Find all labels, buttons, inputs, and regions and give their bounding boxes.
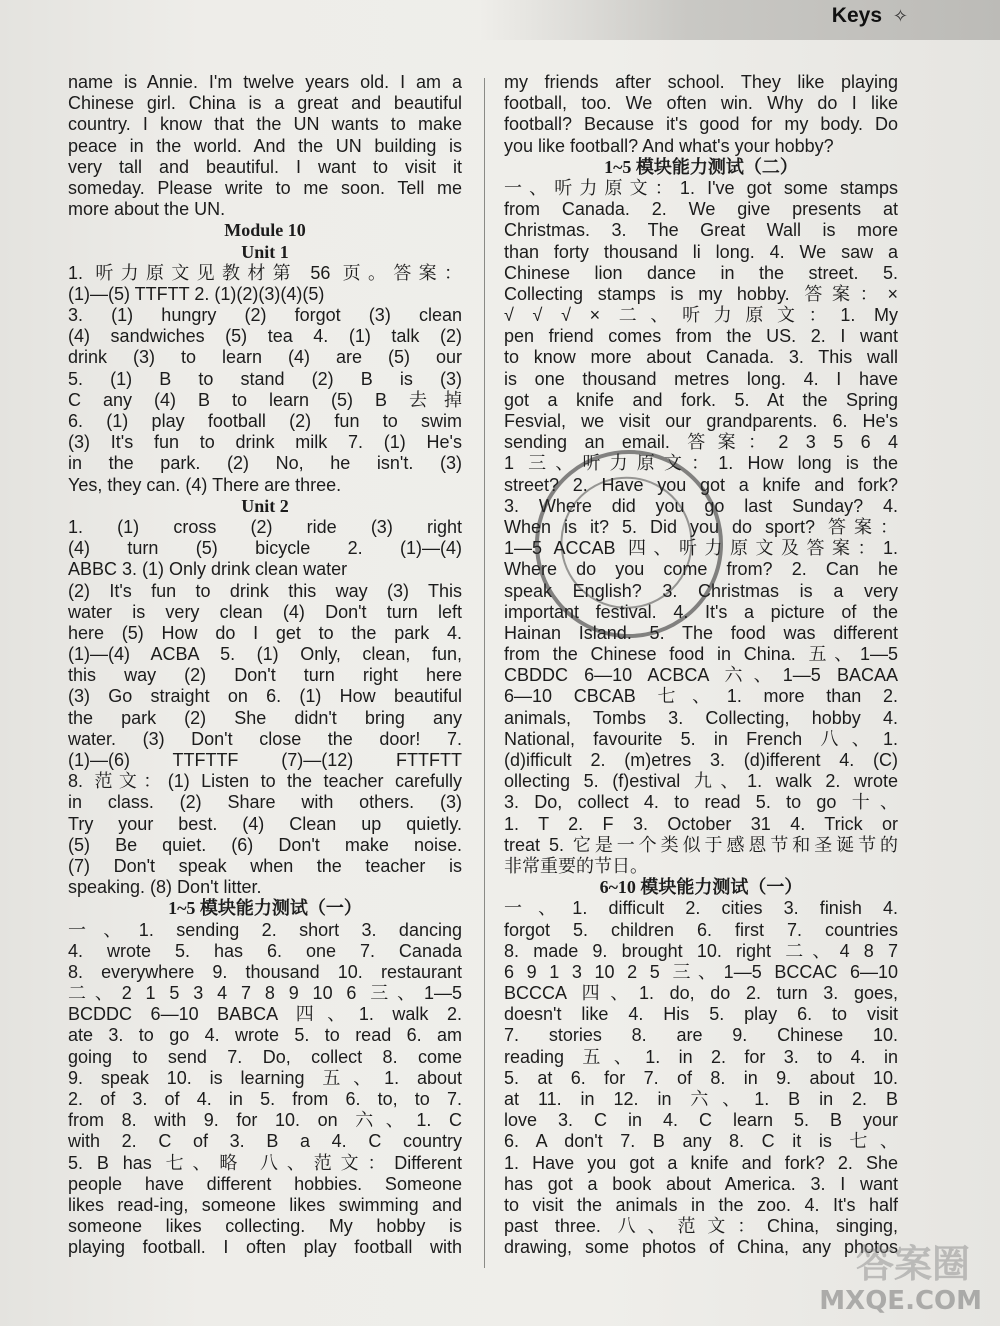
text-line: Christmas. 3. The Great Wall is more bbox=[504, 220, 898, 241]
text-line: (1)—(5) TTFTT 2. (1)(2)(3)(4)(5) bbox=[68, 283, 325, 304]
text-line: in class. (2) Share with others. (3) bbox=[68, 792, 462, 813]
text-line: 5. (1) B to stand (2) B is (3) bbox=[68, 368, 462, 389]
text-line: CBDDC 6—10 ACBCA 六、1—5 BACAA bbox=[504, 665, 898, 686]
text-line: 3. Do, collect 4. to read 5. to go 十、 bbox=[504, 792, 898, 813]
text-line: 6 9 1 3 10 2 5 三、1—5 BCCAC 6—10 bbox=[504, 961, 898, 982]
text-line: from the Chinese food in China. 五、1—5 bbox=[504, 644, 898, 665]
text-line: drawing, some photos of China, any photos bbox=[504, 1237, 898, 1258]
text-line: 一、1. difficult 2. cities 3. finish 4. bbox=[504, 898, 898, 919]
text-line: 1 三、听力原文：1. How long is the bbox=[504, 453, 898, 474]
text-line: (3) It's fun to drink milk 7. (1) He's bbox=[68, 432, 462, 453]
text-line: is one thousand metres long. 4. I have bbox=[504, 368, 898, 389]
text-line: √ √ √ × 二、听力原文：1. My bbox=[504, 305, 898, 326]
column-divider bbox=[484, 78, 485, 1268]
text-line: speaking. (8) Don't litter. bbox=[68, 877, 262, 898]
section-heading: Unit 1 bbox=[241, 241, 289, 262]
text-line: drink (3) to learn (4) are (5) our bbox=[68, 347, 462, 368]
text-line: past three. 八、范文：China, singing, bbox=[504, 1216, 898, 1237]
text-line: (1)—(6) TTFTTF (7)—(12) FTTFTT bbox=[68, 750, 462, 770]
text-line: water. (3) Don't close the door! 7. bbox=[68, 728, 462, 749]
text-line: someone likes collecting. My hobby is bbox=[68, 1216, 462, 1237]
text-line: the park (2) She didn't bring any bbox=[68, 707, 462, 728]
text-line: Yes, they can. (4) There are three. bbox=[68, 474, 342, 495]
text-line: Collecting stamps is my hobby. 答案：× bbox=[504, 283, 898, 304]
text-line: to visit the animals in the zoo. 4. It's half bbox=[504, 1194, 898, 1215]
text-line: (d)ifficult 2. (m)etres 3. (d)ifferent 4. (C) bbox=[504, 750, 898, 770]
text-line: in the park. (2) No, he isn't. (3) bbox=[68, 453, 462, 474]
text-line: treat 5. 它是一个类似于感恩节和圣诞节的 bbox=[504, 834, 898, 855]
text-line: BCDDC 6—10 BABCA 四、1. walk 2. bbox=[68, 1004, 462, 1025]
text-line: forgot 5. children 6. first 7. countries bbox=[504, 919, 898, 940]
section-heading: 6~10 模块能力测试（一） bbox=[599, 877, 803, 898]
text-line: 二、2 1 5 3 4 7 8 9 10 6 三、1—5 bbox=[68, 983, 462, 1004]
text-line: 1. Have you got a knife and fork? 2. She bbox=[504, 1152, 898, 1173]
text-line: reading 五、1. in 2. for 3. to 4. in bbox=[504, 1046, 898, 1067]
text-line: from 8. with 9. for 10. on 六、1. C bbox=[68, 1110, 462, 1131]
text-line: (7) Don't speak when the teacher is bbox=[68, 855, 462, 876]
text-line: 6. (1) play football (2) fun to swim bbox=[68, 411, 462, 431]
text-line: with 2. C of 3. B a 4. C country bbox=[68, 1131, 462, 1152]
text-line: Try your best. (4) Clean up quietly. bbox=[68, 813, 462, 834]
text-line: country. I know that the UN wants to make bbox=[68, 114, 462, 135]
text-line: sending an email. 答案：2 3 5 6 4 bbox=[504, 432, 898, 453]
section-heading: Unit 2 bbox=[241, 495, 289, 516]
text-line: likes read-ing, someone likes swimming and bbox=[68, 1194, 462, 1215]
text-line: going to send 7. Do, collect 8. come bbox=[68, 1046, 462, 1067]
section-heading: 1~5 模块能力测试（一） bbox=[168, 898, 362, 919]
text-line: animals, Tombs 3. Collecting, hobby 4. bbox=[504, 707, 898, 728]
section-heading: Module 10 bbox=[224, 220, 306, 241]
text-line: 5. B has 七、略 八、范文：Different bbox=[68, 1152, 462, 1173]
text-line: When is it? 5. Did you do sport? 答案： bbox=[504, 516, 898, 537]
text-line: this way (2) Don't turn right here bbox=[68, 665, 462, 686]
text-line: doesn't like 4. His 5. play 6. to visit bbox=[504, 1004, 898, 1025]
star-icon: ✧ bbox=[892, 6, 908, 26]
text-line: National, favourite 5. in French 八、1. bbox=[504, 728, 898, 749]
text-line: pen friend comes from the US. 2. I want bbox=[504, 326, 898, 347]
watermark-logo-text: 答案圈 bbox=[855, 1242, 970, 1286]
text-line: football, too. We often win. Why do I like bbox=[504, 93, 898, 114]
text-line: C any (4) B to learn (5) B 去掉 bbox=[68, 389, 462, 410]
left-column bbox=[68, 72, 462, 1259]
text-line: love 3. C in 4. C learn 5. B your bbox=[504, 1110, 898, 1131]
text-line: peace in the world. And the UN building is bbox=[68, 135, 462, 156]
text-line: Hainan Island. 5. The food was different bbox=[504, 622, 898, 643]
text-line: (4) turn (5) bicycle 2. (1)—(4) bbox=[68, 538, 462, 559]
text-line: Chinese girl. China is a great and beautiful bbox=[68, 93, 462, 114]
text-line: you like football? And what's your hobby? bbox=[504, 135, 834, 156]
text-line: important festival. 4. It's a picture of the bbox=[504, 601, 898, 622]
text-line: BCCCA 四、1. do, do 2. turn 3. goes, bbox=[504, 983, 898, 1004]
stamp-inner-ring bbox=[543, 460, 709, 626]
text-line: speak English? 3. Christmas is a very bbox=[504, 580, 898, 601]
text-line: at 11. in 12. in 六、1. B in 2. B bbox=[504, 1089, 898, 1109]
text-line: 6—10 CBCAB 七、1. more than 2. bbox=[504, 686, 898, 707]
text-line: 5. at 6. for 7. of 8. in 9. about 10. bbox=[504, 1067, 898, 1088]
text-line: 3. (1) hungry (2) forgot (3) clean bbox=[68, 305, 462, 326]
text-line: to know more about Canada. 3. This wall bbox=[504, 347, 898, 368]
text-line: 1. (1) cross (2) ride (3) right bbox=[68, 516, 462, 537]
text-line: 8. everywhere 9. thousand 10. restaurant bbox=[68, 961, 462, 982]
text-line: (1)—(4) ACBA 5. (1) Only, clean, fun, bbox=[68, 644, 462, 665]
text-line: street? 2. Have you got a knife and fork? bbox=[504, 474, 898, 495]
text-line: than forty thousand li long. 4. We saw a bbox=[504, 241, 898, 262]
text-line: (3) Go straight on 6. (1) How beautiful bbox=[68, 686, 462, 707]
text-line: my friends after school. They like playing bbox=[504, 72, 898, 92]
text-line: football? Because it's good for my body. Do bbox=[504, 114, 898, 135]
text-line: 8. 范文：(1) Listen to the teacher carefully bbox=[68, 771, 462, 792]
text-line: playing football. I often play football with bbox=[68, 1237, 462, 1258]
text-line: 一、1. sending 2. short 3. dancing bbox=[68, 919, 462, 940]
watermark-url: MXQE.COM bbox=[819, 1286, 982, 1316]
text-line: someday. Please write to me soon. Tell me bbox=[68, 177, 462, 198]
text-line: 4. wrote 5. has 6. one 7. Canada bbox=[68, 940, 462, 961]
text-line: Chinese lion dance in the street. 5. bbox=[504, 262, 898, 283]
text-line: ollecting 5. (f)estival 九、1. walk 2. wrote bbox=[504, 771, 898, 792]
text-line: 1. T 2. F 3. October 31 4. Trick or bbox=[504, 813, 898, 834]
text-line: (4) sandwiches (5) tea 4. (1) talk (2) bbox=[68, 326, 462, 347]
text-line: (5) Be quiet. (6) Don't make noise. bbox=[68, 834, 462, 855]
header-keys-label: Keys bbox=[831, 4, 882, 27]
text-line: name is Annie. I'm twelve years old. I am a bbox=[68, 72, 462, 92]
text-line: 8. made 9. brought 10. right 二、4 8 7 bbox=[504, 940, 898, 961]
text-line: 6. A don't 7. B any 8. C it is 七、 bbox=[504, 1131, 898, 1152]
text-line: 1—5 ACCAB 四、听力原文及答案：1. bbox=[504, 538, 898, 559]
text-line: Where do you come from? 2. Can he bbox=[504, 559, 898, 580]
text-line: 非常重要的节日。 bbox=[504, 855, 648, 876]
text-line: ate 3. to go 4. wrote 5. to read 6. am bbox=[68, 1025, 462, 1046]
text-line: here (5) How do I get to the park 4. bbox=[68, 622, 462, 643]
text-line: water is very clean (4) Don't turn left bbox=[68, 601, 462, 622]
text-line: more about the UN. bbox=[68, 199, 226, 220]
text-line: 1. 听力原文见教材第 56 页。答案： bbox=[68, 262, 462, 283]
text-line: 7. stories 8. are 9. Chinese 10. bbox=[504, 1025, 898, 1046]
text-line: 2. of 3. of 4. in 5. from 6. to, to 7. bbox=[68, 1089, 462, 1109]
text-line: got a knife and fork. 5. At the Spring bbox=[504, 389, 898, 410]
text-line: 3. Where did you go last Sunday? 4. bbox=[504, 495, 898, 516]
text-line: people have different hobbies. Someone bbox=[68, 1173, 462, 1194]
right-column bbox=[504, 72, 898, 1259]
section-heading: 1~5 模块能力测试（二） bbox=[604, 156, 798, 177]
header-bar bbox=[480, 0, 1000, 40]
text-line: has got a book about America. 3. I want bbox=[504, 1173, 898, 1194]
text-line: (2) It's fun to drink this way (3) This bbox=[68, 580, 462, 601]
text-line: 一、听力原文：1. I've got some stamps bbox=[504, 177, 898, 198]
text-line: ABBC 3. (1) Only drink clean water bbox=[68, 559, 348, 580]
text-line: very tall and beautiful. I want to visit it bbox=[68, 156, 462, 177]
text-line: Fesvial, we visit our grandparents. 6. He's bbox=[504, 411, 898, 431]
text-line: from Canada. 2. We give presents at bbox=[504, 199, 898, 220]
text-line: 9. speak 10. is learning 五、1. about bbox=[68, 1067, 462, 1088]
